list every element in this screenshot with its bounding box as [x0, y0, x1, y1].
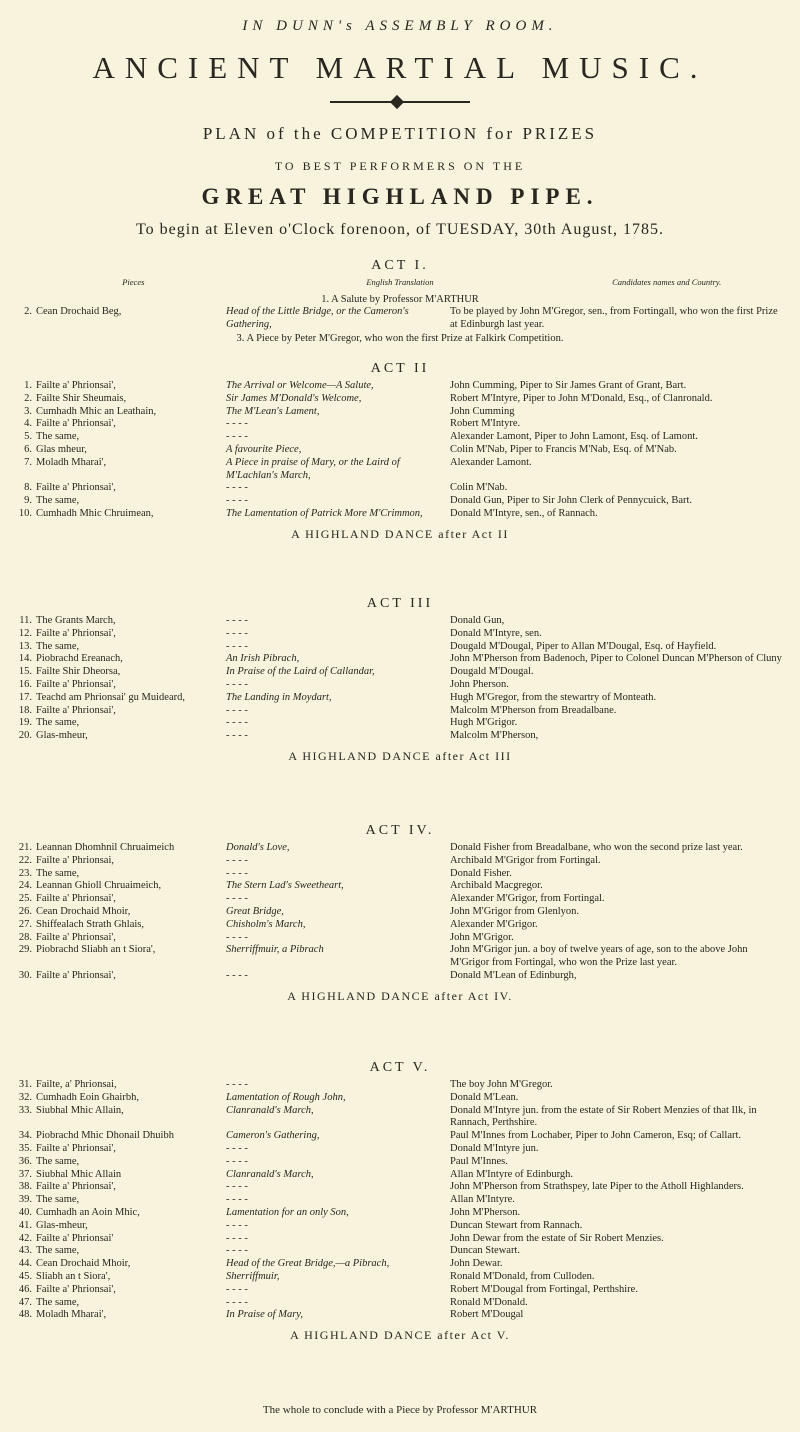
english-translation: The Lamentation of Patrick More M'Crimmon, [226, 507, 423, 519]
row-number: 41. [18, 1219, 32, 1231]
act-title: ACT I. [371, 258, 429, 273]
candidate: John M'Grigor. [450, 931, 514, 943]
row-number: 36. [18, 1155, 32, 1167]
table-row [0, 868, 800, 881]
piece-name: The same, [36, 1155, 80, 1167]
row-number: 11. [19, 615, 32, 626]
column-header-piece: Pieces [122, 277, 145, 287]
piece-name: Failte a' Phrionsai' [36, 1232, 114, 1244]
english-translation: - - - - [226, 931, 248, 943]
english-translation: Chisholm's March, [226, 918, 306, 930]
piece-name: Failte a' Phrionsai', [36, 893, 116, 905]
english-translation: - - - - [226, 615, 248, 626]
candidate: Paul M'Innes. [450, 1155, 508, 1167]
piece-name: Moladh Mharai', [36, 1309, 107, 1321]
row-number: 47. [18, 1296, 32, 1308]
candidate: Paul M'Innes from Lochaber, Piper to John Cameron, Esq; of Callart. [450, 1130, 742, 1142]
table-row [0, 431, 800, 444]
english-translation: - - - - [226, 704, 248, 716]
english-translation: Sherriffmuir, [226, 1270, 280, 1282]
row-number: 22. [18, 854, 32, 866]
row-number: 24. [18, 880, 32, 892]
piece-name: Failte a' Phrionsai, [36, 854, 115, 866]
table-row [0, 842, 800, 855]
piece-name: Piobrachd Mhic Dhonail Dhuibh [36, 1130, 174, 1142]
candidate: Malcolm M'Pherson, [450, 730, 539, 742]
english-translation: - - - - [226, 495, 248, 507]
english-translation: Lamentation of Rough John, [226, 1091, 346, 1103]
piece-name: The same, [36, 1245, 80, 1257]
english-translation: - - - - [226, 418, 248, 430]
english-translation: Head of the Little Bridge, or the Cameron's Gathering, [226, 306, 409, 330]
piece-name: Siubhal Mhic Allain, [36, 1104, 124, 1116]
act-2-section [0, 361, 800, 542]
candidate: Ronald M'Donald. [450, 1296, 528, 1308]
row-number: 17. [18, 691, 32, 703]
instrument-heading: GREAT HIGHLAND PIPE. [201, 184, 599, 209]
piece-name: The same, [36, 717, 80, 729]
act-5-section [0, 1060, 800, 1343]
english-translation: - - - - [226, 1283, 248, 1295]
row-number: 46. [18, 1283, 32, 1295]
table-row [0, 730, 800, 743]
candidate: Alexander Lamont. [450, 456, 532, 468]
english-translation: - - - - [226, 482, 248, 494]
table-row [0, 418, 800, 431]
piece-name: Siubhal Mhic Allain [36, 1168, 122, 1180]
candidate: John M'Pherson from Strathspey, late Piper to the Atholl Highlanders. [450, 1181, 744, 1193]
highland-dance-note: A HIGHLAND DANCE after Act II [291, 526, 509, 541]
candidate: Alexander Lamont, Piper to John Lamont, Esq. of Lamont. [450, 431, 698, 443]
piece-name: Failte a' Phrionsai', [36, 380, 116, 391]
candidate: Duncan Stewart. [450, 1245, 520, 1257]
row-number: 7. [24, 456, 32, 468]
piece-name: The same, [36, 640, 80, 652]
act-title: ACT V. [369, 1060, 431, 1075]
row-number: 40. [18, 1206, 32, 1218]
english-translation: - - - - [226, 1245, 248, 1257]
english-translation: - - - - [226, 1232, 248, 1244]
english-translation: - - - - [226, 854, 248, 866]
row-number: 25. [18, 893, 32, 905]
english-translation: The Arrival or Welcome—A Salute, [226, 380, 374, 391]
english-translation: Donald's Love, [226, 842, 290, 853]
candidate: John M'Grigor from Glenlyon. [450, 905, 580, 917]
english-translation: A Piece in praise of Mary, or the Laird of M'Lachlan's March, [226, 456, 400, 481]
english-translation: The Stern Lad's Sweetheart, [226, 880, 344, 892]
row-number: 19. [18, 717, 32, 729]
row-number: 21. [18, 842, 32, 853]
candidate: Robert M'Dougal [450, 1309, 524, 1321]
column-header-translation: English Translation [366, 277, 434, 287]
candidate: John M'Pherson from Badenoch, Piper to Colonel Duncan M'Pherson of Cluny [450, 653, 782, 665]
english-translation: - - - - [226, 730, 248, 742]
candidate: Donald M'Intyre, sen. [450, 627, 542, 639]
english-translation: In Praise of the Laird of Callandar, [226, 666, 375, 678]
table-row [0, 1143, 800, 1156]
table-row [0, 1271, 800, 1284]
venue-line: IN DUNN's ASSEMBLY ROOM. [242, 18, 558, 34]
candidate: Robert M'Dougal from Fortingal, Perthshire. [450, 1283, 638, 1295]
table-row [0, 406, 800, 419]
row-number: 5. [24, 431, 32, 443]
candidate: Hugh M'Gregor, from the stewartry of Monteath. [450, 691, 657, 703]
document-title: ANCIENT MARTIAL MUSIC. [92, 50, 708, 85]
candidate: Colin M'Nab, Piper to Francis M'Nab, Esq. of M'Nab. [450, 443, 677, 455]
row-number: 2. [24, 392, 32, 404]
table-row [0, 1297, 800, 1310]
piece-name: Failte a' Phrionsai', [36, 627, 116, 639]
act-title: ACT III [366, 596, 434, 611]
row-number: 45. [18, 1270, 32, 1282]
piece-name: Failte Shir Dheorsa, [36, 666, 121, 678]
table-row [0, 944, 800, 970]
row-number: 3. [24, 405, 32, 417]
act-1-section [0, 258, 800, 345]
table-row [0, 970, 800, 983]
piece-name: Cumhadh an Aoin Mhic, [36, 1206, 140, 1218]
row-number: 37. [18, 1168, 32, 1180]
ornament-divider [330, 101, 470, 103]
table-row [0, 508, 800, 521]
row-number: 44. [18, 1258, 32, 1270]
row-number: 34. [18, 1130, 32, 1142]
english-translation: - - - - [226, 717, 248, 729]
candidate: Alexander M'Grigor. [450, 918, 538, 930]
piece-name: Piobrachd Sliabh an t Siora', [36, 944, 156, 956]
piece-name: The same, [36, 1296, 80, 1308]
table-row [0, 692, 800, 705]
row-number: 6. [24, 443, 32, 455]
piece-name: Teachd am Phrionsai' gu Muideard, [36, 691, 185, 703]
plan-heading: PLAN of the COMPETITION for PRIZES [202, 124, 598, 143]
row-number: 4. [24, 418, 32, 430]
row-number: 10. [18, 507, 32, 519]
candidate: The boy John M'Gregor. [450, 1079, 553, 1090]
english-translation: Head of the Great Bridge,—a Pibrach, [226, 1258, 390, 1270]
table-row [0, 1105, 800, 1131]
table-row [0, 393, 800, 406]
row-number: 43. [18, 1245, 32, 1257]
english-translation: - - - - [226, 1155, 248, 1167]
row-number: 26. [18, 905, 32, 917]
candidate: Allan M'Intyre of Edinburgh. [450, 1168, 574, 1180]
english-translation: - - - - [226, 1219, 248, 1231]
piece-name: Failte a' Phrionsai', [36, 931, 116, 943]
row-number: 38. [18, 1181, 32, 1193]
table-row [0, 679, 800, 692]
column-headers [0, 277, 800, 287]
row-number: 9. [24, 495, 32, 507]
candidate: John Cumming [450, 405, 515, 417]
candidate: Robert M'Intyre. [450, 418, 521, 430]
english-translation: - - - - [226, 1296, 248, 1308]
row-number: 27. [18, 918, 32, 930]
piece-3-line: 3. A Piece by Peter M'Gregor, who won the first Prize at Falkirk Competition. [236, 332, 564, 344]
row-number: 29. [18, 944, 32, 956]
column-header-candidate: Candidates names and Country. [612, 277, 722, 287]
piece-name: Leannan Ghioll Chruaimeich, [36, 880, 162, 892]
row-number: 16. [18, 678, 32, 690]
table-row [0, 1220, 800, 1233]
row-number: 30. [18, 969, 32, 981]
table-row [0, 1284, 800, 1297]
candidate: Donald M'Lean of Edinburgh, [450, 969, 577, 981]
table-row [0, 380, 800, 393]
candidate: Donald M'Lean. [450, 1091, 519, 1103]
table-row [0, 482, 800, 495]
row-number: 39. [18, 1194, 32, 1206]
piece-name: Failte a' Phrionsai', [36, 969, 116, 981]
candidate: Archibald M'Grigor from Fortingal. [450, 854, 601, 866]
candidate: Ronald M'Donald, from Culloden. [450, 1270, 595, 1282]
table-row [0, 893, 800, 906]
candidate: Donald M'Intyre, sen., of Rannach. [450, 507, 598, 519]
candidate: John Cumming, Piper to Sir James Grant of Grant, Bart. [450, 380, 687, 391]
highland-dance-note: A HIGHLAND DANCE after Act III [288, 748, 512, 763]
piece-name: Cumhadh Mhic an Leathain, [36, 405, 157, 417]
candidate: Donald Fisher from Breadalbane, who won the second prize last year. [450, 842, 743, 853]
table-row [0, 641, 800, 654]
english-translation: Sherriffmuir, a Pibrach [226, 944, 324, 956]
piece-name: Glas-mheur, [36, 1219, 88, 1231]
table-row [0, 932, 800, 945]
english-translation: Great Bridge, [226, 905, 284, 917]
table-row [0, 457, 800, 483]
table-row [0, 1258, 800, 1271]
piece-name: Piobrachd Ereanach, [36, 653, 123, 665]
candidate: To be played by John M'Gregor, sen., from Fortingall, who won the first Prize at Edinburgh last year. [450, 306, 778, 330]
table-row [0, 653, 800, 666]
english-translation: Sir James M'Donald's Welcome, [226, 392, 362, 404]
table-row [0, 1233, 800, 1246]
row-number: 18. [18, 704, 32, 716]
candidate: John Dewar from the estate of Sir Robert Menzies. [450, 1232, 664, 1244]
piece-name: Failte a' Phrionsai', [36, 1283, 116, 1295]
piece-name: Shiffealach Strath Ghlais, [36, 918, 144, 930]
piece-name: Failte a' Phrionsai', [36, 482, 116, 494]
row-number: 48. [18, 1309, 32, 1321]
table-row [0, 1245, 800, 1258]
english-translation: The M'Lean's Lament, [226, 405, 320, 417]
english-translation: A favourite Piece, [226, 443, 302, 455]
english-translation: - - - - [226, 893, 248, 905]
table-row [0, 880, 800, 893]
act-4-section [0, 823, 800, 1004]
piece-name: Glas mheur, [36, 443, 87, 455]
piece-name: Cumhadh Eoin Ghairbh, [36, 1091, 139, 1103]
table-row [0, 1156, 800, 1169]
english-translation: - - - - [226, 969, 248, 981]
table-row [0, 1169, 800, 1182]
table-row [0, 919, 800, 932]
piece-name: The same, [36, 867, 80, 879]
candidate: Robert M'Intyre, Piper to John M'Donald, Esq., of Clanronald. [450, 392, 713, 404]
highland-dance-note: A HIGHLAND DANCE after Act IV. [287, 988, 513, 1003]
table-row [0, 628, 800, 641]
table-row [0, 495, 800, 508]
row-number: 13. [18, 640, 32, 652]
english-translation: Clanranald's March, [226, 1168, 314, 1180]
piece-name: Failte, a' Phrionsai, [36, 1079, 117, 1090]
row-number: 35. [18, 1142, 32, 1154]
english-translation: - - - - [226, 678, 248, 690]
row-number: 23. [18, 867, 32, 879]
piece-name: Moladh Mharai', [36, 456, 107, 468]
piece-name: Failte a' Phrionsai', [36, 1181, 116, 1193]
piece-name: Failte a' Phrionsai', [36, 1142, 116, 1154]
table-row [0, 1194, 800, 1207]
subheading: TO BEST PERFORMERS ON THE [274, 159, 526, 173]
candidate: Donald Gun, [450, 615, 505, 626]
row-number: 33. [18, 1104, 32, 1116]
row-number: 31. [18, 1079, 32, 1090]
act-3-section [0, 596, 800, 764]
table-row [0, 1181, 800, 1194]
candidate: John M'Pherson. [450, 1206, 521, 1218]
english-translation: - - - - [226, 1194, 248, 1206]
piece-name: Cean Drochaid Beg, [36, 306, 122, 317]
piece-name: Glas-mheur, [36, 730, 88, 742]
candidate: Allan M'Intyre. [450, 1194, 515, 1206]
english-translation: An Irish Pibrach, [226, 653, 300, 665]
row-number: 32. [18, 1091, 32, 1103]
piece-name: Sliabh an t Siora', [36, 1270, 111, 1282]
piece-name: Leannan Dhomhnil Chruaimeich [36, 842, 175, 853]
english-translation: - - - - [226, 640, 248, 652]
english-translation: The Landing in Moydart, [226, 691, 332, 703]
english-translation: - - - - [226, 867, 248, 879]
table-row [0, 444, 800, 457]
english-translation: - - - - [226, 431, 248, 443]
row-number: 2. [24, 306, 32, 317]
english-translation: - - - - [226, 1079, 248, 1090]
candidate: Donald M'Intyre jun. from the estate of Sir Robert Menzies of that Ilk, in Rannach, Perthshire. [450, 1104, 757, 1129]
candidate: Donald Gun, Piper to Sir John Clerk of Pennycuick, Bart. [450, 495, 693, 507]
conclusion-line: The whole to conclude with a Piece by Professor M'ARTHUR [262, 1404, 538, 1416]
piece-name: Failte Shir Sheumais, [36, 392, 127, 404]
candidate: Donald Fisher. [450, 867, 512, 879]
table-row [0, 306, 800, 332]
english-translation: Cameron's Gathering, [226, 1130, 320, 1142]
candidate: Dougald M'Dougal, Piper to Allan M'Dougal, Esq. of Hayfield. [450, 640, 717, 652]
piece-name: Cean Drochaid Mhoir, [36, 1258, 131, 1270]
table-row [0, 1207, 800, 1220]
english-translation: Clanranald's March, [226, 1104, 314, 1116]
candidate: Colin M'Nab. [450, 482, 508, 494]
piece-name: The same, [36, 1194, 80, 1206]
row-number: 14. [18, 653, 32, 665]
piece-name: The same, [36, 431, 80, 443]
highland-dance-note: A HIGHLAND DANCE after Act V. [290, 1328, 510, 1343]
table-row [0, 717, 800, 730]
candidate: Malcolm M'Pherson from Breadalbane. [450, 704, 617, 716]
candidate: John Pherson. [450, 678, 509, 690]
row-number: 1. [24, 380, 32, 391]
candidate: Hugh M'Grigor. [450, 717, 518, 729]
candidate: Dougald M'Dougal. [450, 666, 534, 678]
table-row [0, 705, 800, 718]
row-number: 15. [18, 666, 32, 678]
row-number: 42. [18, 1232, 32, 1244]
piece-name: The same, [36, 495, 80, 507]
piece-name: Cean Drochaid Mhoir, [36, 905, 131, 917]
candidate: John M'Grigor jun. a boy of twelve years of age, son to the above John M'Grigor from Fortingal, who won the Prize last year. [450, 944, 748, 969]
piece-name: Cumhadh Mhic Chruimean, [36, 507, 154, 519]
row-number: 8. [24, 482, 32, 494]
piece-name: Failte a' Phrionsai', [36, 704, 116, 716]
act-title: ACT IV. [365, 823, 435, 838]
table-row [0, 855, 800, 868]
table-row [0, 1079, 800, 1092]
table-row [0, 1092, 800, 1105]
english-translation: In Praise of Mary, [226, 1309, 303, 1321]
candidate: Alexander M'Grigor, from Fortingal. [450, 893, 605, 905]
row-number: 28. [18, 931, 32, 943]
english-translation: - - - - [226, 627, 248, 639]
table-row [0, 906, 800, 919]
table-row [0, 1309, 800, 1322]
candidate: Donald M'Intyre jun. [450, 1142, 539, 1154]
act-title: ACT II [370, 361, 430, 376]
piece-name: Failte a' Phrionsai', [36, 678, 116, 690]
row-number: 12. [18, 627, 32, 639]
candidate: John Dewar. [450, 1258, 503, 1270]
english-translation: - - - - [226, 1181, 248, 1193]
candidate: Duncan Stewart from Rannach. [450, 1219, 583, 1231]
table-row [0, 615, 800, 628]
candidate: Archibald Macgregor. [450, 880, 543, 892]
piece-name: The Grants March, [36, 615, 116, 626]
english-translation: - - - - [226, 1142, 248, 1154]
table-row [0, 666, 800, 679]
table-row [0, 1130, 800, 1143]
row-number: 20. [18, 730, 32, 742]
salute-line: 1. A Salute by Professor M'ARTHUR [321, 294, 479, 305]
piece-name: Failte a' Phrionsai', [36, 418, 116, 430]
english-translation: Lamentation for an only Son, [226, 1206, 349, 1218]
start-time-line: To begin at Eleven o'Clock forenoon, of TUESDAY, 30th August, 1785. [136, 221, 664, 238]
